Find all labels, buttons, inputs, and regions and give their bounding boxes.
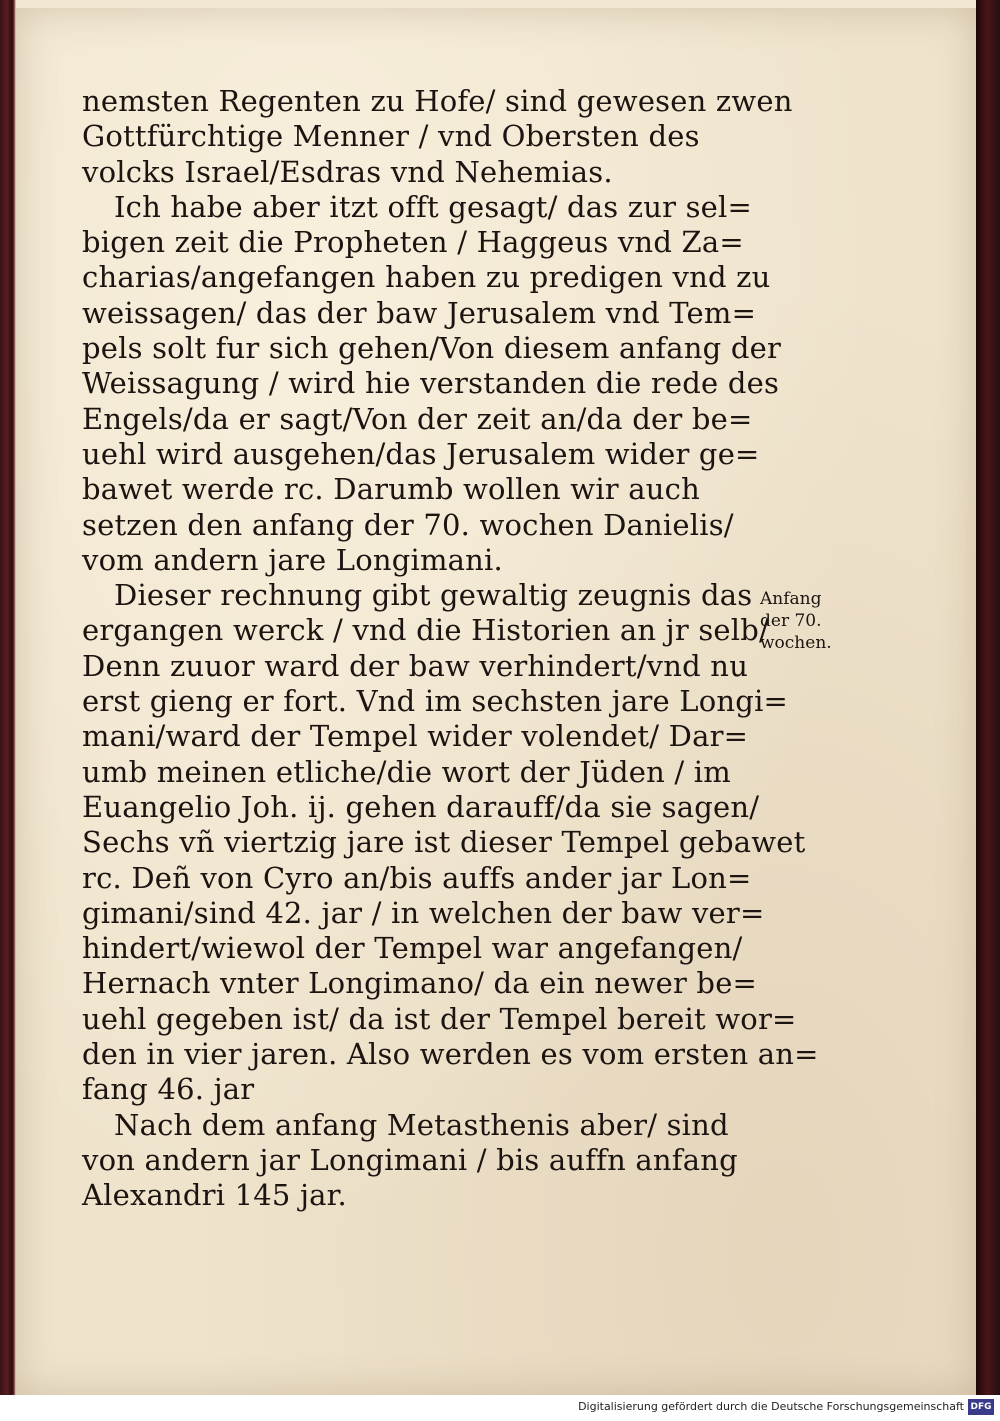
text-line: fang 46. jar <box>82 1072 255 1107</box>
text-line: Engels/da er sagt/Von der zeit an/da der be= <box>82 401 753 436</box>
text-line: bigen zeit die Propheten / Haggeus vnd Za= <box>82 225 744 260</box>
text-line: Sechs vñ viertzig jare ist dieser Tempel gebawet <box>82 825 806 860</box>
text-line: rc. Deñ von Cyro an/bis auffs ander jar Lon= <box>82 860 752 895</box>
marginal-line: wochen. <box>760 633 832 653</box>
text-line: pels solt fur sich gehen/Von diesem anfang der <box>82 331 782 366</box>
text-line: von andern jar Longimani / bis auffn anfang <box>82 1142 738 1177</box>
text-line: Weissagung / wird hie verstanden die rede des <box>82 366 780 401</box>
text-line: hindert/wiewol der Tempel war angefangen/ <box>82 931 743 966</box>
text-line: nemsten Regenten zu Hofe/ sind gewesen zwen <box>82 84 793 118</box>
text-line: weissagen/ das der baw Jerusalem vnd Tem= <box>82 295 757 330</box>
text-line: charias/angefangen haben zu predigen vnd zu <box>82 260 771 295</box>
text-line: uehl wird ausgehen/das Jerusalem wider ge= <box>82 436 760 471</box>
text-line: erst gieng er fort. Vnd im sechsten jare Longi= <box>82 684 789 719</box>
text-line: vom andern jare Longimani. <box>82 542 503 577</box>
text-line: gimani/sind 42. jar / in welchen der baw ver= <box>82 895 765 930</box>
text-line: Ich habe aber itzt offt gesagt/ das zur sel= <box>114 189 752 224</box>
text-line: Euangelio Joh. ij. gehen darauff/da sie sagen/ <box>82 789 760 824</box>
marginal-line: der 70. <box>760 611 822 631</box>
text-line: Denn zuuor ward der baw verhindert/vnd nu <box>82 648 749 683</box>
funding-credit: Digitalisierung gefördert durch die Deutsche Forschungsgemeinschaft <box>578 1400 964 1413</box>
text-line: Gottfürchtige Menner / vnd Obersten des <box>82 119 700 154</box>
marginal-line: Anfang <box>760 589 822 609</box>
text-line: Alexandri 145 jar. <box>82 1178 347 1213</box>
text-line: bawet werde rc. Darumb wollen wir auch <box>82 472 700 507</box>
marginal-note <box>760 588 860 654</box>
text-line: volcks Israel/Esdras vnd Nehemias. <box>82 154 613 189</box>
text-line: setzen den anfang der 70. wochen Danielis/ <box>82 507 734 542</box>
text-line: ergangen werck / vnd die Historien an jr selb/ <box>82 613 769 648</box>
dfg-logo: DFG <box>968 1399 994 1415</box>
text-line: uehl gegeben ist/ da ist der Tempel bereit wor= <box>82 1001 797 1036</box>
text-line: Hernach vnter Longimano/ da ein newer be= <box>82 966 758 1001</box>
text-line: den in vier jaren. Also werden es vom ersten an= <box>82 1037 819 1072</box>
text-line: Nach dem anfang Metasthenis aber/ sind <box>114 1107 729 1142</box>
binding-edge <box>976 0 1000 1395</box>
footer-bar <box>0 1395 1000 1421</box>
text-line: mani/ward der Tempel wider volendet/ Dar= <box>82 719 749 754</box>
text-line: Dieser rechnung gibt gewaltig zeugnis das <box>114 578 753 613</box>
text-line: umb meinen etliche/die wort der Jüden / im <box>82 754 731 789</box>
main-text-block <box>82 84 819 1214</box>
